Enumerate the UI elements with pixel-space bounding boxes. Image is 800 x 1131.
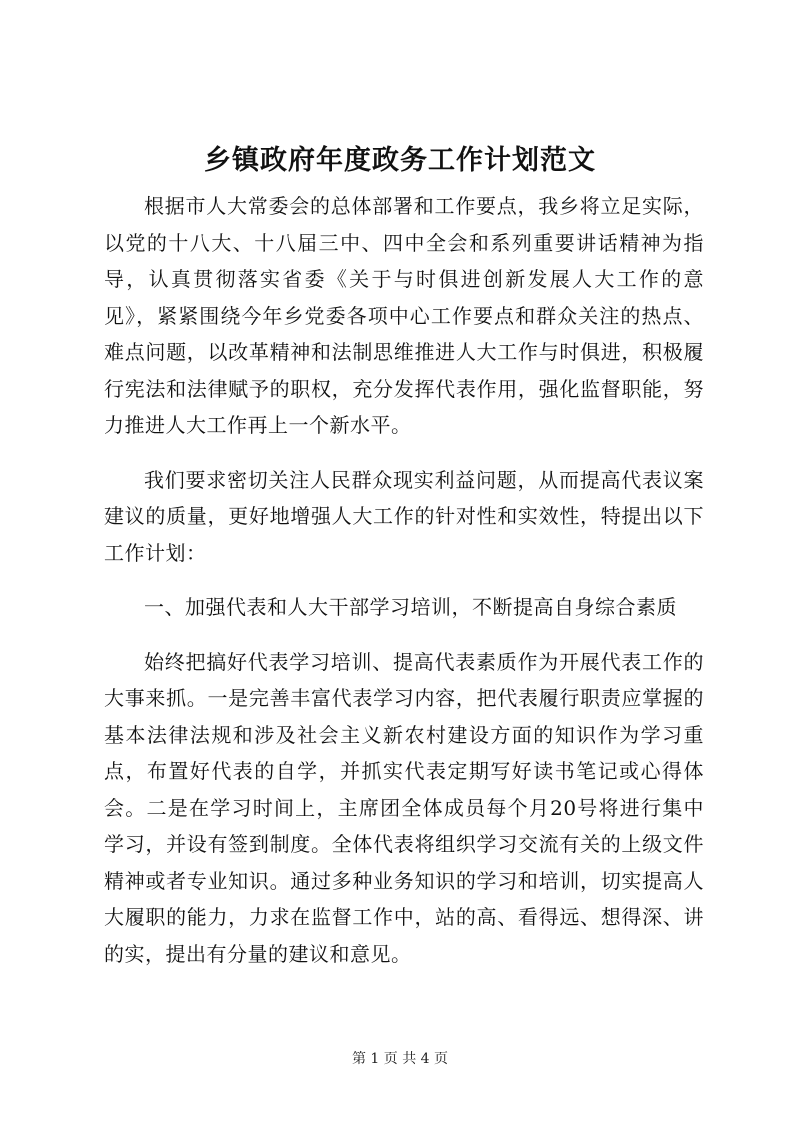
paragraph-section-1: 始终把搞好代表学习培训、提高代表素质作为开展代表工作的大事来抓。一是完善丰富代表学习内容，把代表履行职责应掌握的基本法律法规和涉及社会主义新农村建设方面的知识作为学习重点，布置好代表的自学，并抓实代表定期写好读书笔记或心得体会。二是在学习时间上，主席团全体成员每个月20号将进行集中学习，并设有签到制度。全体代表将组织学习交流有关的上级文件精神或者专业知识。通过多种业务知识的学习和培训，切实提高人大履职的能力，力求在监督工作中，站的高、看得远、想得深、讲的实，提出有分量的建议和意见。 [104, 649, 704, 966]
page-number: 第 1 页 共 4 页 [351, 1051, 449, 1067]
section-heading-1: 一、加强代表和人大干部学习培训，不断提高自身综合素质 [144, 595, 677, 619]
paragraph-intro: 根据市人大常委会的总体部署和工作要点，我乡将立足实际，以党的十八大、十八届三中、四中全会和系列重要讲话精神为指导，认真贯彻落实省委《关于与时俱进创新发展人大工作的意见》，紧紧围绕今年乡党委各项中心工作要点和群众关注的热点、难点问题，以改革精神和法制思维推进人大工作与时俱进，积极履行宪法和法律赋予的职权，充分发挥代表作用，强化监督职能，努力推进人大工作再上一个新水平。 [104, 194, 704, 437]
paragraph-requirements: 我们要求密切关注人民群众现实利益问题，从而提高代表议案建议的质量，更好地增强人大工作的针对性和实效性，特提出以下工作计划： [104, 467, 704, 565]
document-title: 乡镇政府年度政务工作计划范文 [204, 145, 596, 176]
document-body [104, 188, 704, 972]
